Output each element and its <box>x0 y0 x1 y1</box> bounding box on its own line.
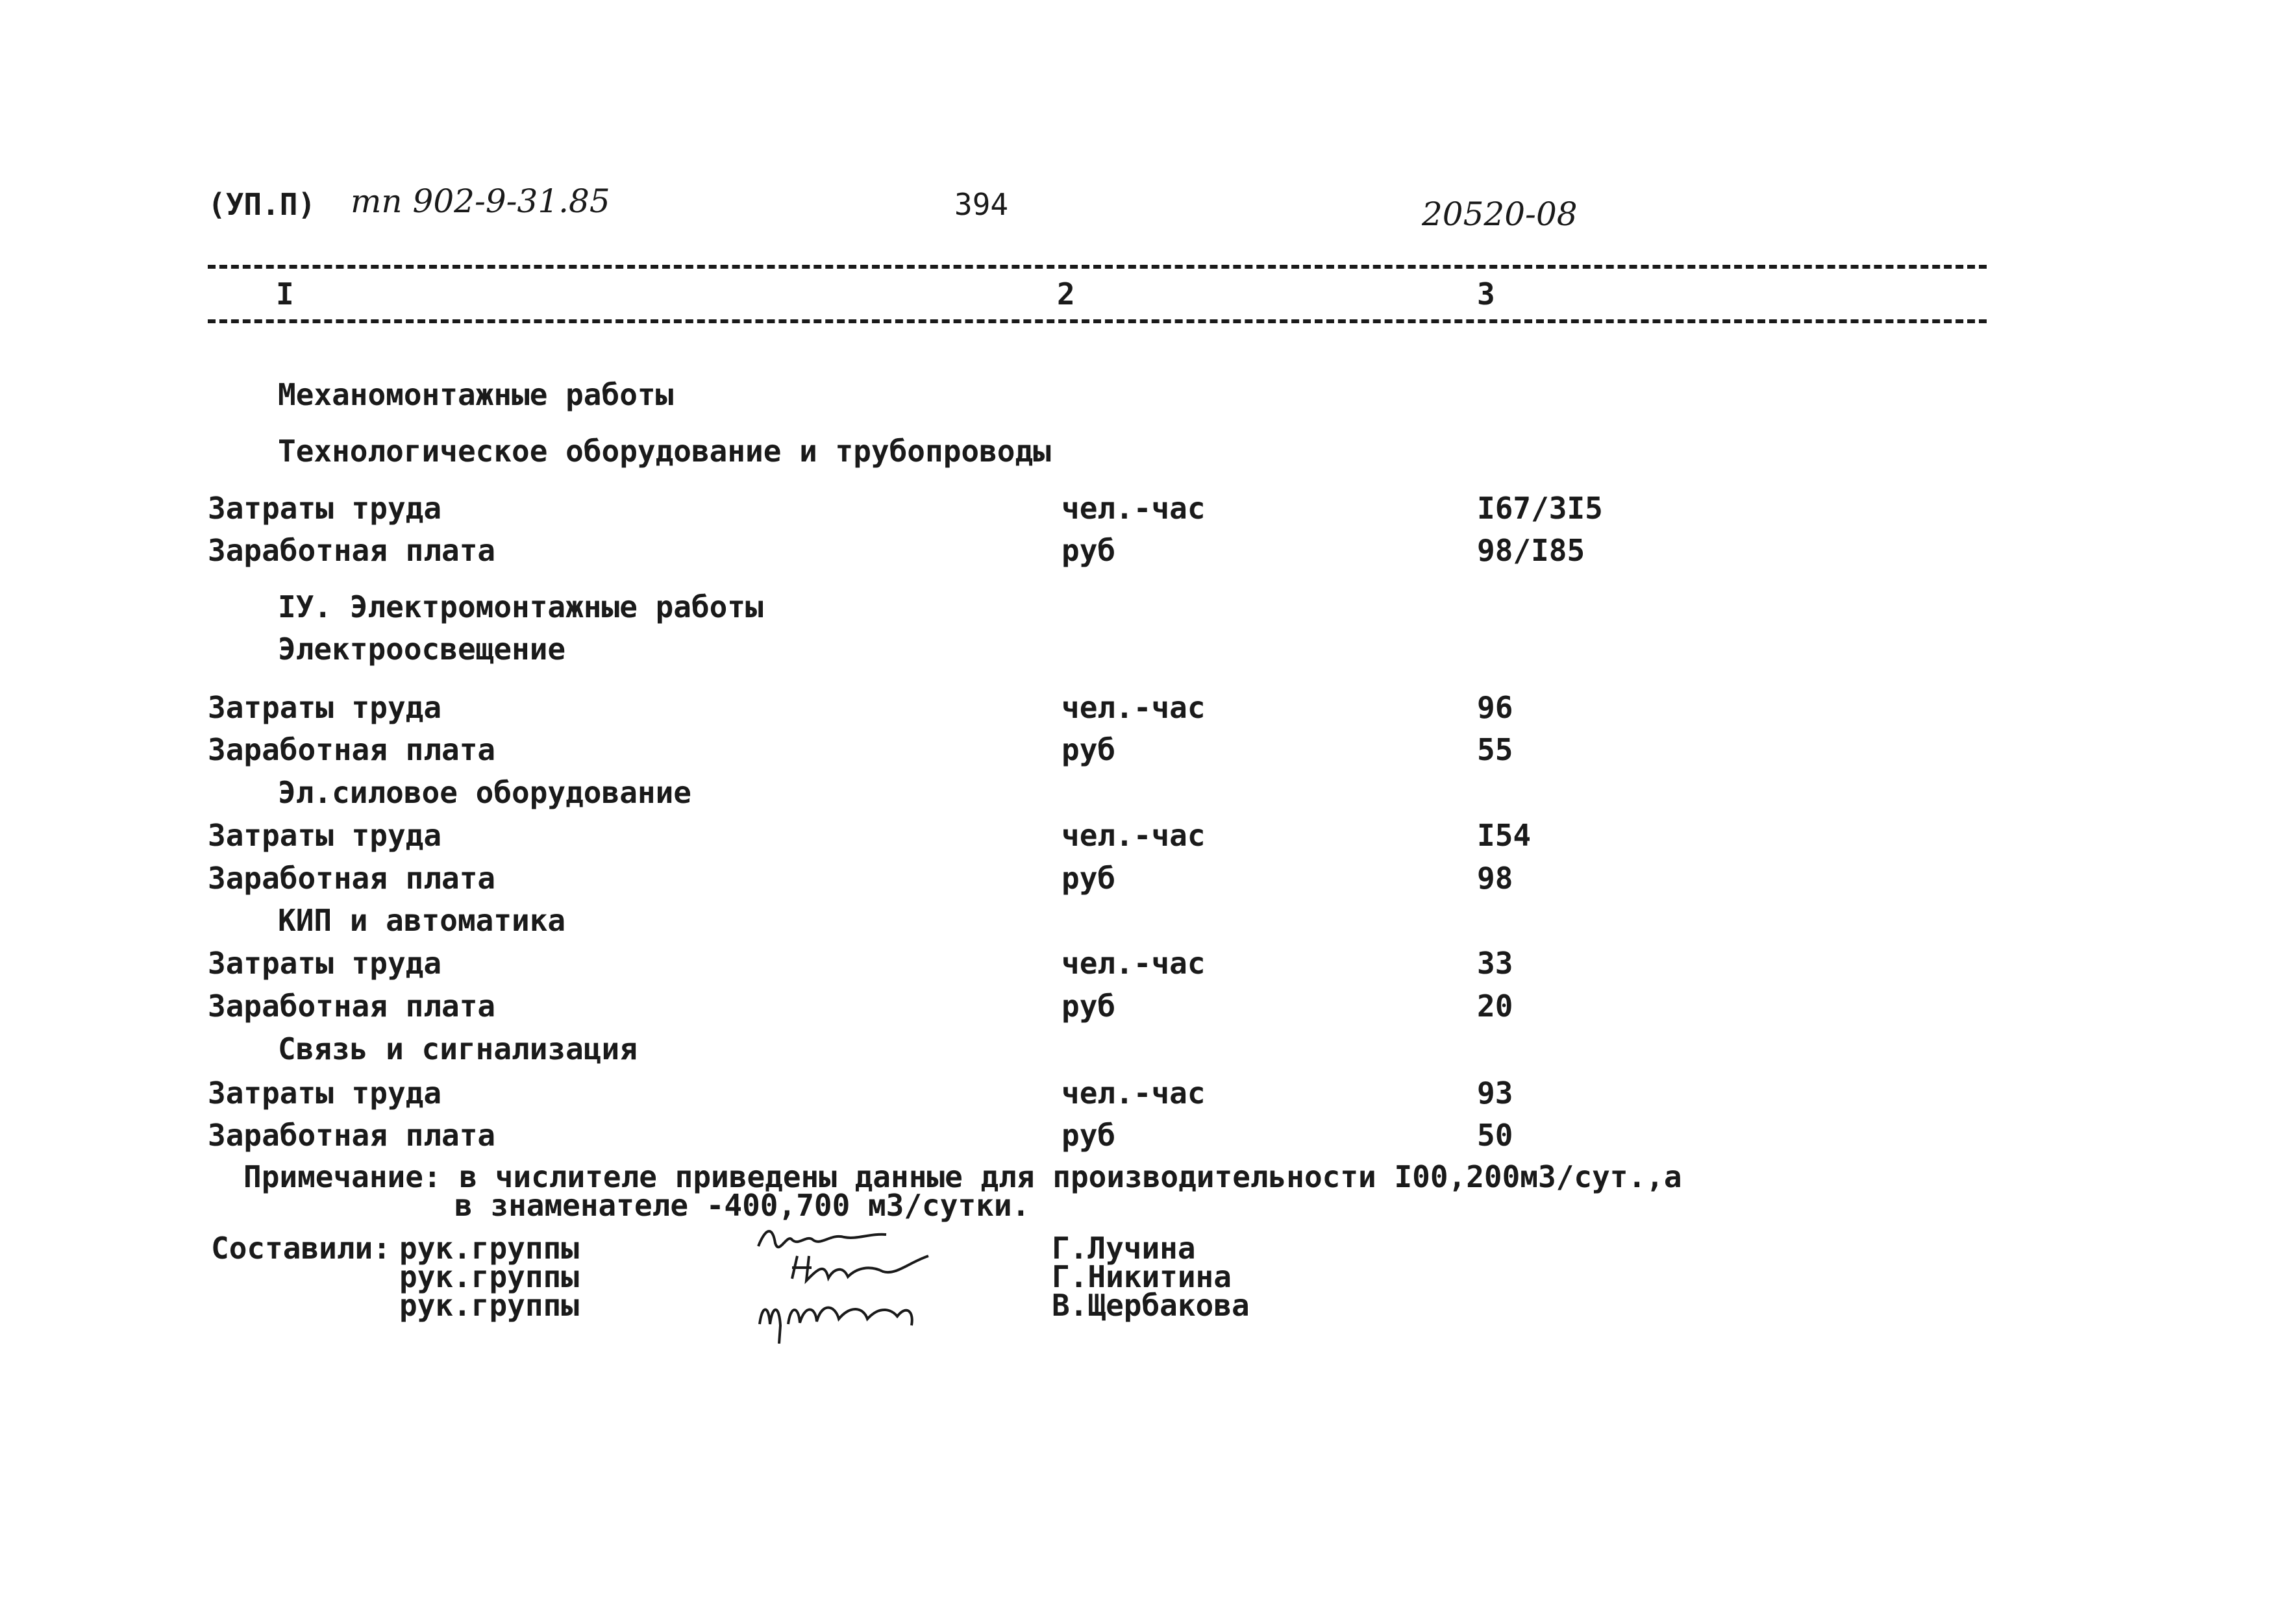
row-name: Затраты труда <box>208 690 442 725</box>
row-value: 20 <box>1477 989 1513 1024</box>
compiler-role: рук.группы <box>399 1259 579 1294</box>
row-value: 33 <box>1477 946 1513 981</box>
row-unit: руб <box>1061 533 1116 568</box>
row-value: 55 <box>1477 732 1513 767</box>
row-value: 93 <box>1477 1076 1513 1111</box>
column-header-1: I <box>276 277 294 312</box>
doc-code: (УП.П) <box>208 187 316 222</box>
row-unit: чел.-час <box>1061 818 1206 853</box>
header-rule-bottom <box>208 319 1987 323</box>
row-unit: чел.-час <box>1061 690 1206 725</box>
note-line-1: Примечание: в числителе приведены данные для производительности I00,200м3/сут.,а <box>243 1159 1682 1194</box>
compiler-role: рук.группы <box>399 1231 579 1266</box>
row-name: Заработная плата <box>208 989 496 1024</box>
section-heading: Технологическое оборудование и трубопроводы <box>278 434 1051 469</box>
row-unit: чел.-час <box>1061 491 1206 526</box>
column-header-2: 2 <box>1057 277 1075 312</box>
header-rule-top <box>208 265 1987 269</box>
column-header-3: 3 <box>1477 277 1495 312</box>
handwritten-project-number: тп 902-9-31.85 <box>351 182 610 220</box>
row-unit: руб <box>1061 732 1116 767</box>
row-value: 98 <box>1477 861 1513 896</box>
row-name: Затраты труда <box>208 818 442 853</box>
note-line-2: в знаменателе -400,700 м3/сутки. <box>454 1188 1030 1223</box>
row-name: Заработная плата <box>208 861 496 896</box>
compiler-name: Г.Лучина <box>1052 1231 1196 1266</box>
page-number: 394 <box>954 187 1009 222</box>
row-name: Заработная плата <box>208 533 496 568</box>
section-heading: Механомонтажные работы <box>278 377 674 412</box>
signature-3 <box>753 1279 922 1355</box>
row-value: 98/I85 <box>1477 533 1585 568</box>
row-value: I67/3I5 <box>1477 491 1603 526</box>
row-name: Затраты труда <box>208 1076 442 1111</box>
row-name: Затраты труда <box>208 491 442 526</box>
row-name: Заработная плата <box>208 732 496 767</box>
row-name: Заработная плата <box>208 1118 496 1153</box>
row-unit: руб <box>1061 1118 1116 1153</box>
row-name: Затраты труда <box>208 946 442 981</box>
row-unit: чел.-час <box>1061 1076 1206 1111</box>
row-unit: чел.-час <box>1061 946 1206 981</box>
row-value: 50 <box>1477 1118 1513 1153</box>
row-unit: руб <box>1061 989 1116 1024</box>
compiler-role: рук.группы <box>399 1288 579 1323</box>
section-heading: Эл.силовое оборудование <box>278 775 691 810</box>
section-heading: КИП и автоматика <box>278 903 566 938</box>
row-value: 96 <box>1477 690 1513 725</box>
compiler-name: Г.Никитина <box>1052 1259 1232 1294</box>
compiler-name: В.Щербакова <box>1052 1288 1250 1323</box>
section-heading: Связь и сигнализация <box>278 1031 638 1066</box>
compilers-label: Составили: <box>211 1231 391 1266</box>
row-value: I54 <box>1477 818 1532 853</box>
handwritten-inventory-number: 20520-08 <box>1422 195 1578 233</box>
section-heading: IУ. Электромонтажные работы <box>278 589 763 624</box>
section-heading: Электроосвещение <box>278 632 566 667</box>
row-unit: руб <box>1061 861 1116 896</box>
